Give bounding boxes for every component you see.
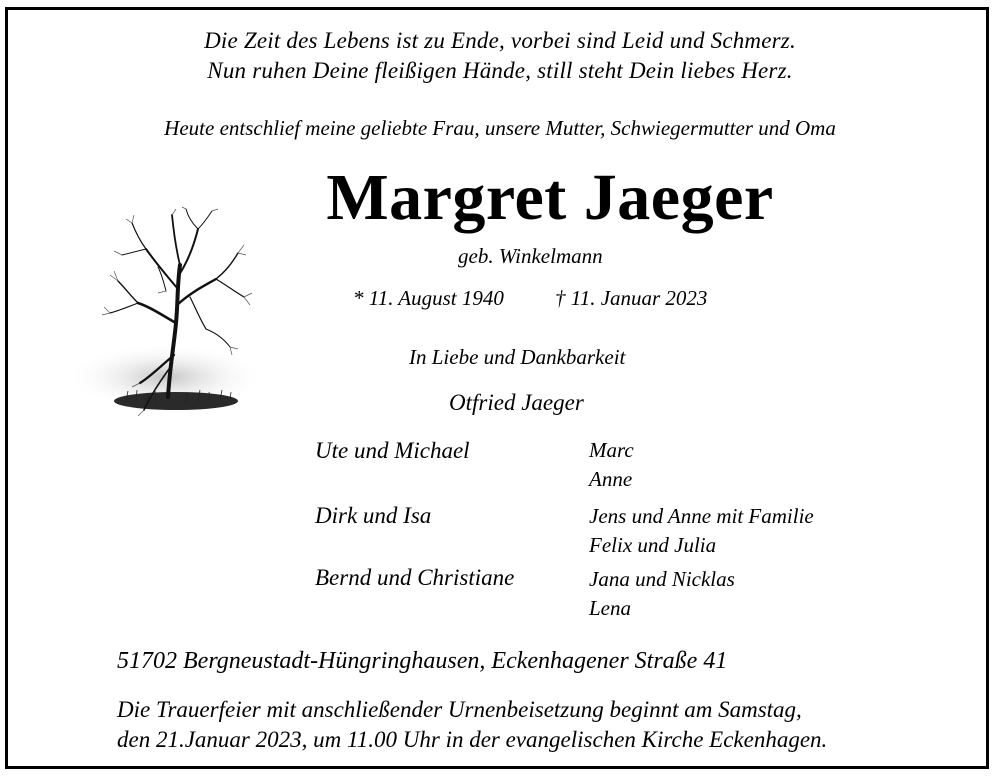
family-child-1-2: Anne	[589, 467, 633, 491]
family-couple-1: Ute und Michael	[315, 438, 470, 463]
deceased-name: Margret Jaeger	[326, 161, 774, 234]
birth-date: * 11. August 1940	[353, 286, 504, 310]
family-child-2-2: Felix und Julia	[589, 533, 717, 557]
family-child-3-2: Lena	[589, 596, 631, 620]
poem-line-2: Nun ruhen Deine fleißigen Hände, still steht Dein liebes Herz.	[207, 58, 793, 83]
family-couple-2: Dirk und Isa	[315, 503, 432, 528]
family-child-3-1: Jana und Nicklas	[589, 567, 735, 591]
death-date: † 11. Januar 2023	[555, 286, 708, 310]
ceremony-line-2: den 21.Januar 2023, um 11.00 Uhr in der evangelischen Kirche Eckenhagen.	[117, 727, 828, 752]
ceremony-line-1: Die Trauerfeier mit anschließender Urnenbeisetzung beginnt am Samstag,	[117, 697, 802, 722]
maiden-name: geb. Winkelmann	[458, 244, 603, 268]
intro-text: Heute entschlief meine geliebte Frau, unsere Mutter, Schwiegermutter und Oma	[164, 116, 836, 140]
family-child-2-1: Jens und Anne mit Familie	[589, 504, 814, 528]
poem-line-1: Die Zeit des Lebens ist zu Ende, vorbei sind Leid und Schmerz.	[204, 28, 796, 53]
family-couple-3: Bernd und Christiane	[315, 565, 515, 590]
spouse-name: Otfried Jaeger	[449, 390, 584, 415]
tree-icon	[66, 205, 271, 435]
family-child-1-1: Marc	[589, 438, 634, 462]
address-text: 51702 Bergneustadt-Hüngringhausen, Eckenhagener Straße 41	[117, 648, 728, 674]
dedication-text: In Liebe und Dankbarkeit	[409, 345, 626, 369]
